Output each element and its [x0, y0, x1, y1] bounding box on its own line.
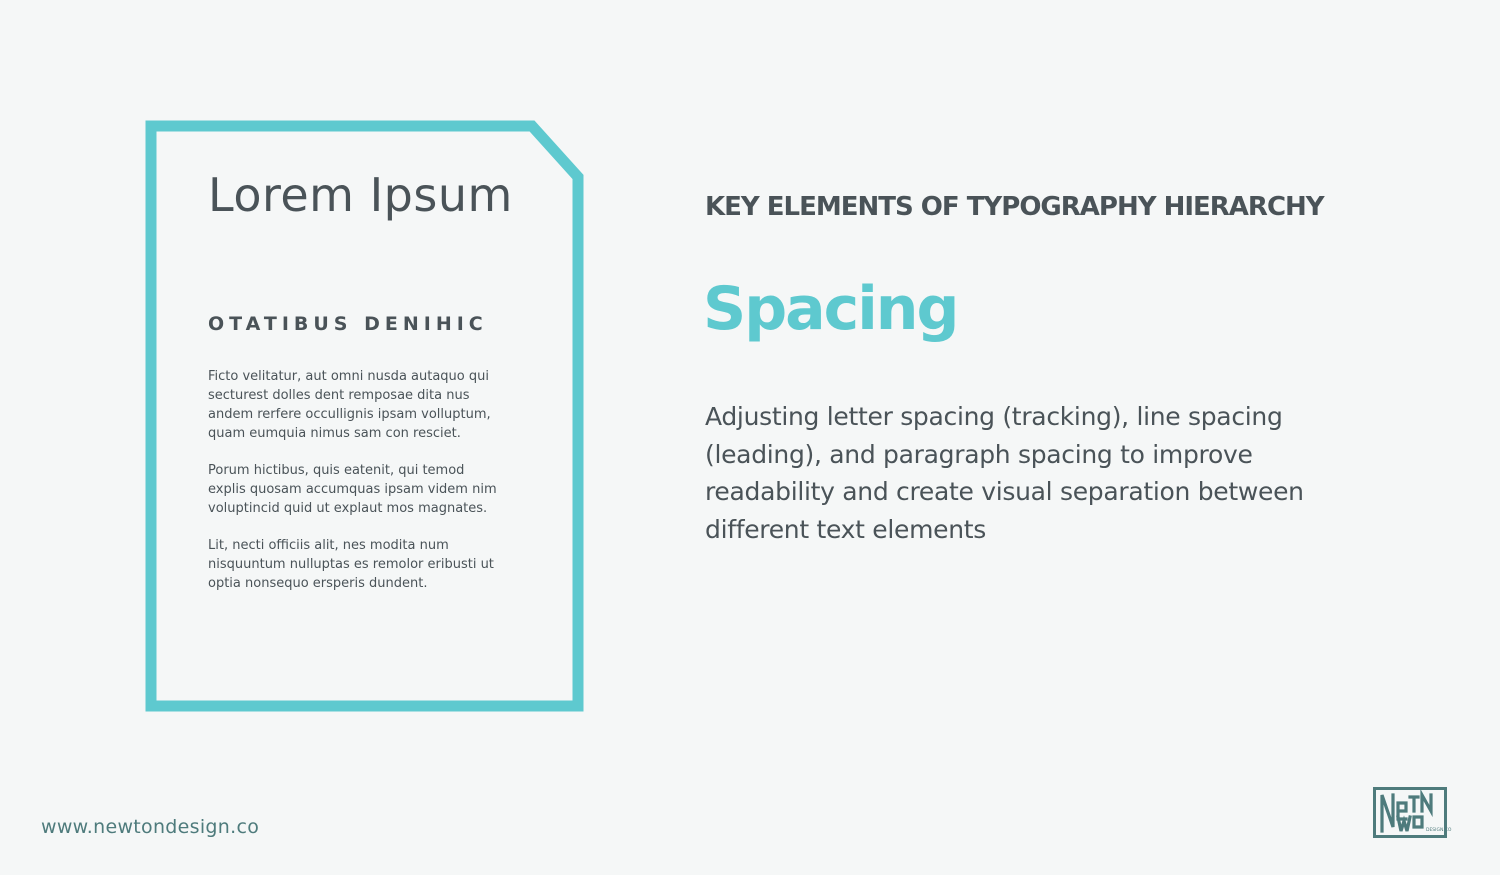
- section-kicker: KEY ELEMENTS OF TYPOGRAPHY HIERARCHY: [705, 192, 1324, 222]
- document-subheading: OTATIBUS DENIHIC: [208, 313, 488, 335]
- topic-heading: Spacing: [703, 274, 958, 344]
- logo-icon: [1373, 787, 1452, 838]
- document-body: [208, 367, 498, 611]
- document-paragraph: Ficto velitatur, aut omni nusda autaquo qui secturest dolles dent remposae dita nus andem rerfere occullignis ipsam volluptum, quam eumquia nimus sam con resciet.: [208, 369, 491, 441]
- newton-design-logo: [1373, 787, 1452, 838]
- document-paragraph: Porum hictibus, quis eatenit, qui temod explis quosam accumquas ipsam videm nim voluptincid quid ut explaut mos magnates.: [208, 463, 497, 516]
- website-link[interactable]: www.newtondesign.co: [41, 816, 260, 838]
- logo-tagline: DESIGN.CO: [1426, 828, 1452, 833]
- topic-description: Adjusting letter spacing (tracking), line spacing (leading), and paragraph spacing to improve readability and create visual separation between different text elements: [705, 402, 1304, 544]
- document-title: Lorem Ipsum: [208, 168, 513, 222]
- document-paragraph: Lit, necti officiis alit, nes modita num nisquuntum nulluptas es remolor eribusti ut optia nonsequo ersperis dundent.: [208, 538, 494, 591]
